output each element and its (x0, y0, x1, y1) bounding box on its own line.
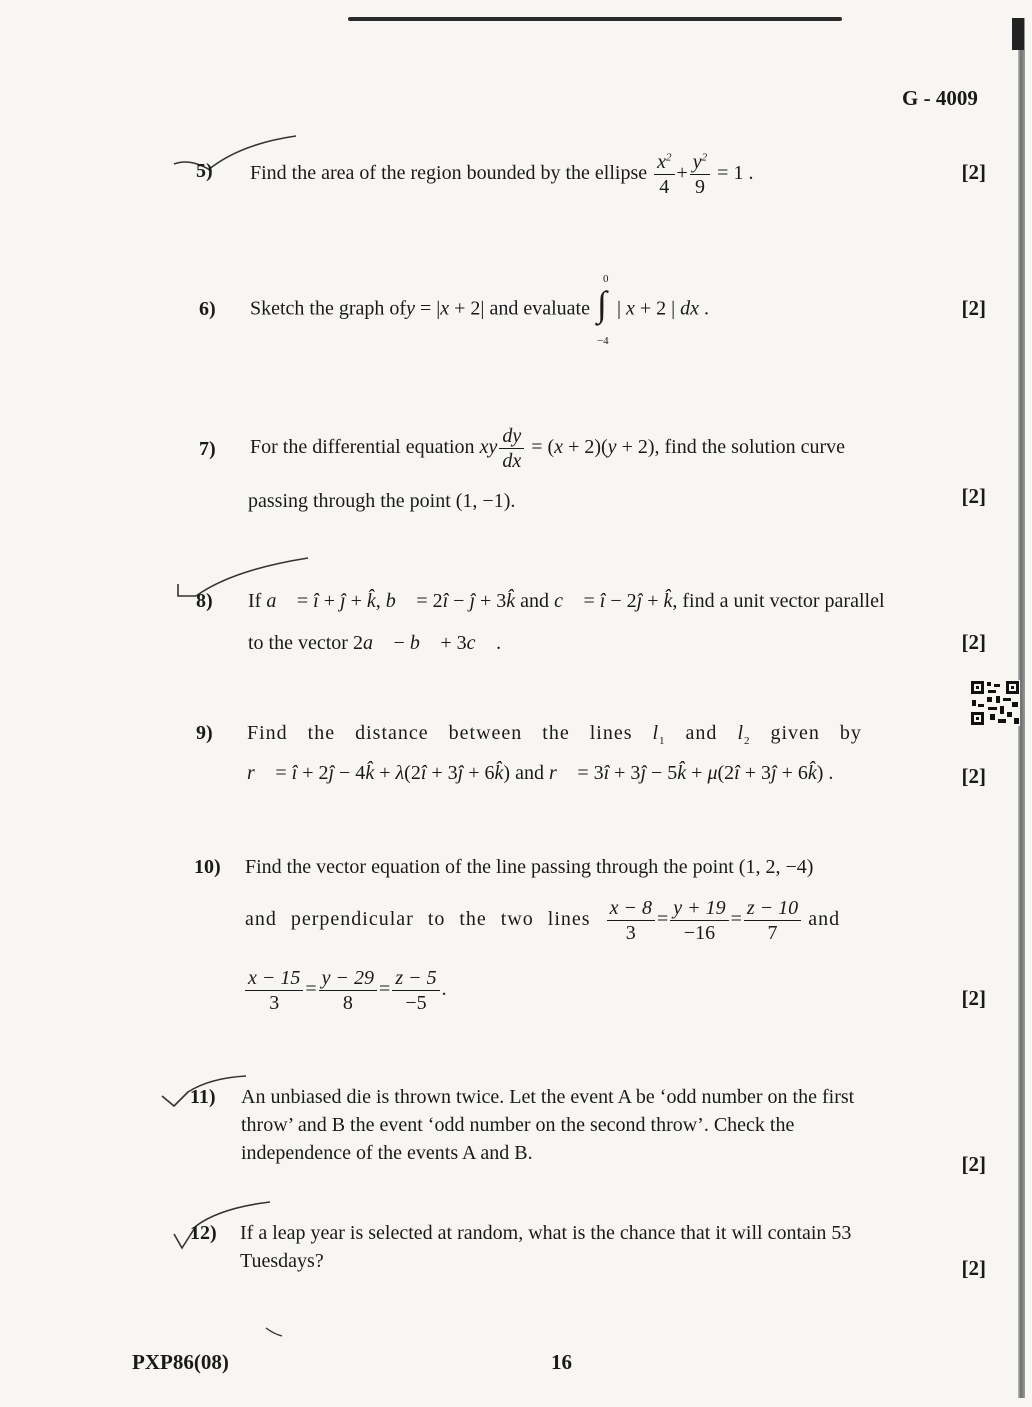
derivative: $\frac{dy}{dx}$ (499, 424, 524, 473)
question-text: and perpendicular to the two lines (245, 908, 591, 931)
question-number: 11) (190, 1086, 216, 1108)
marks: [2] (961, 1152, 986, 1176)
ellipse-x-term: $\frac{x^2}{4}$ (654, 150, 674, 199)
qr-code (970, 680, 1020, 726)
question-5: Find the area of the region bounded by the ellipse $\frac{x^2}{4}$ + $\frac{y^2}{9}$ = 1 . (250, 151, 754, 198)
paper-code: PXP86(08) (132, 1350, 229, 1374)
exam-code: G - 4009 (902, 86, 978, 110)
equation: y (406, 297, 415, 320)
question-number: 8) (196, 590, 213, 612)
question-number: 9) (196, 722, 213, 744)
question-9: Find the distance between the lines $l_1$ and $l_2$ given by (247, 722, 862, 747)
marks: [2] (961, 1256, 986, 1280)
question-7-line2: passing through the point (1, −1). (248, 490, 516, 512)
question-7: For the differential equation xy $\frac{dy}{dx}$ = (x + 2)(y + 2), find the solution curve (250, 425, 846, 472)
question-8-line2: to the vector 2a⃗ − b⃗ + 3c⃗ . (248, 632, 502, 654)
question-text: Find the area of the region bounded by the ellipse (250, 162, 648, 185)
marks: [2] (961, 630, 986, 654)
question-text: , find a unit vector parallel (672, 590, 885, 612)
question-text: and evaluate (489, 297, 590, 320)
question-11-line2: throw’ and B the event ‘odd number on the second throw’. Check the (241, 1114, 795, 1136)
question-9-line2: r⃗ = î + 2ĵ − 4k̂ + λ(2î + 3ĵ + 6k̂) and r⃗ = 3î + 3ĵ − 5k̂ + μ(2î + 3ĵ + 6k̂) . (247, 762, 834, 784)
ellipse-y-term: $\frac{y^2}{9}$ (690, 150, 710, 199)
marks: [2] (961, 484, 986, 508)
question-8: If a⃗ = î + ĵ + k̂, b⃗ = 2î − ĵ + 3k̂ and c⃗ = î − 2ĵ + k̂, find a unit vector parallel (248, 590, 885, 612)
question-10-line3: $\frac{x - 15}{3}$ = $\frac{y - 29}{8}$ = $\frac{z - 5}{-5}$ . (243, 966, 447, 1015)
question-number: 7) (199, 438, 216, 460)
integral-symbol: 0 ∫ −4 (596, 273, 609, 347)
question-text: and (515, 762, 544, 784)
question-11-line3: independence of the events A and B. (241, 1142, 533, 1164)
question-6: Sketch the graph ofy = |x + 2| and evaluate 0 ∫ −4 | x + 2 | dx . (250, 273, 710, 347)
question-text: Find the distance between the lines (247, 722, 633, 744)
marks: [2] (961, 160, 986, 184)
marks: [2] (961, 764, 986, 788)
question-number: 10) (194, 856, 221, 878)
question-11: An unbiased die is thrown twice. Let the event A be ‘odd number on the first (241, 1086, 855, 1108)
marks: [2] (961, 296, 986, 320)
question-12-line2: Tuesdays? (240, 1250, 324, 1272)
question-10-line2: and perpendicular to the two lines $\frac{x - 8}{3}$ = $\frac{y + 19}{-16}$ = $\frac{z - 10}{7}$ and (245, 897, 841, 944)
question-text: For the differential equation (250, 436, 475, 459)
question-text: given by (770, 722, 862, 744)
question-10: Find the vector equation of the line passing through the point (1, 2, −4) (245, 856, 814, 878)
question-text: , find the solution curve (654, 436, 846, 459)
question-number: 6) (199, 298, 216, 320)
question-text: and (520, 590, 550, 612)
question-text: to the vector (248, 632, 348, 654)
marks: [2] (961, 986, 986, 1010)
page-edge-mark (1012, 18, 1024, 50)
question-text: Sketch the graph of (250, 297, 407, 320)
page-number: 16 (551, 1350, 572, 1374)
top-rule (348, 17, 842, 21)
question-text: If (248, 590, 262, 612)
question-text: and (808, 908, 841, 931)
question-12: If a leap year is selected at random, what is the chance that it will contain 53 (240, 1222, 852, 1244)
question-text: and (685, 722, 718, 744)
question-number: 12) (190, 1222, 217, 1244)
stray-pen-mark (264, 1326, 284, 1338)
question-number: 5) (196, 160, 213, 182)
